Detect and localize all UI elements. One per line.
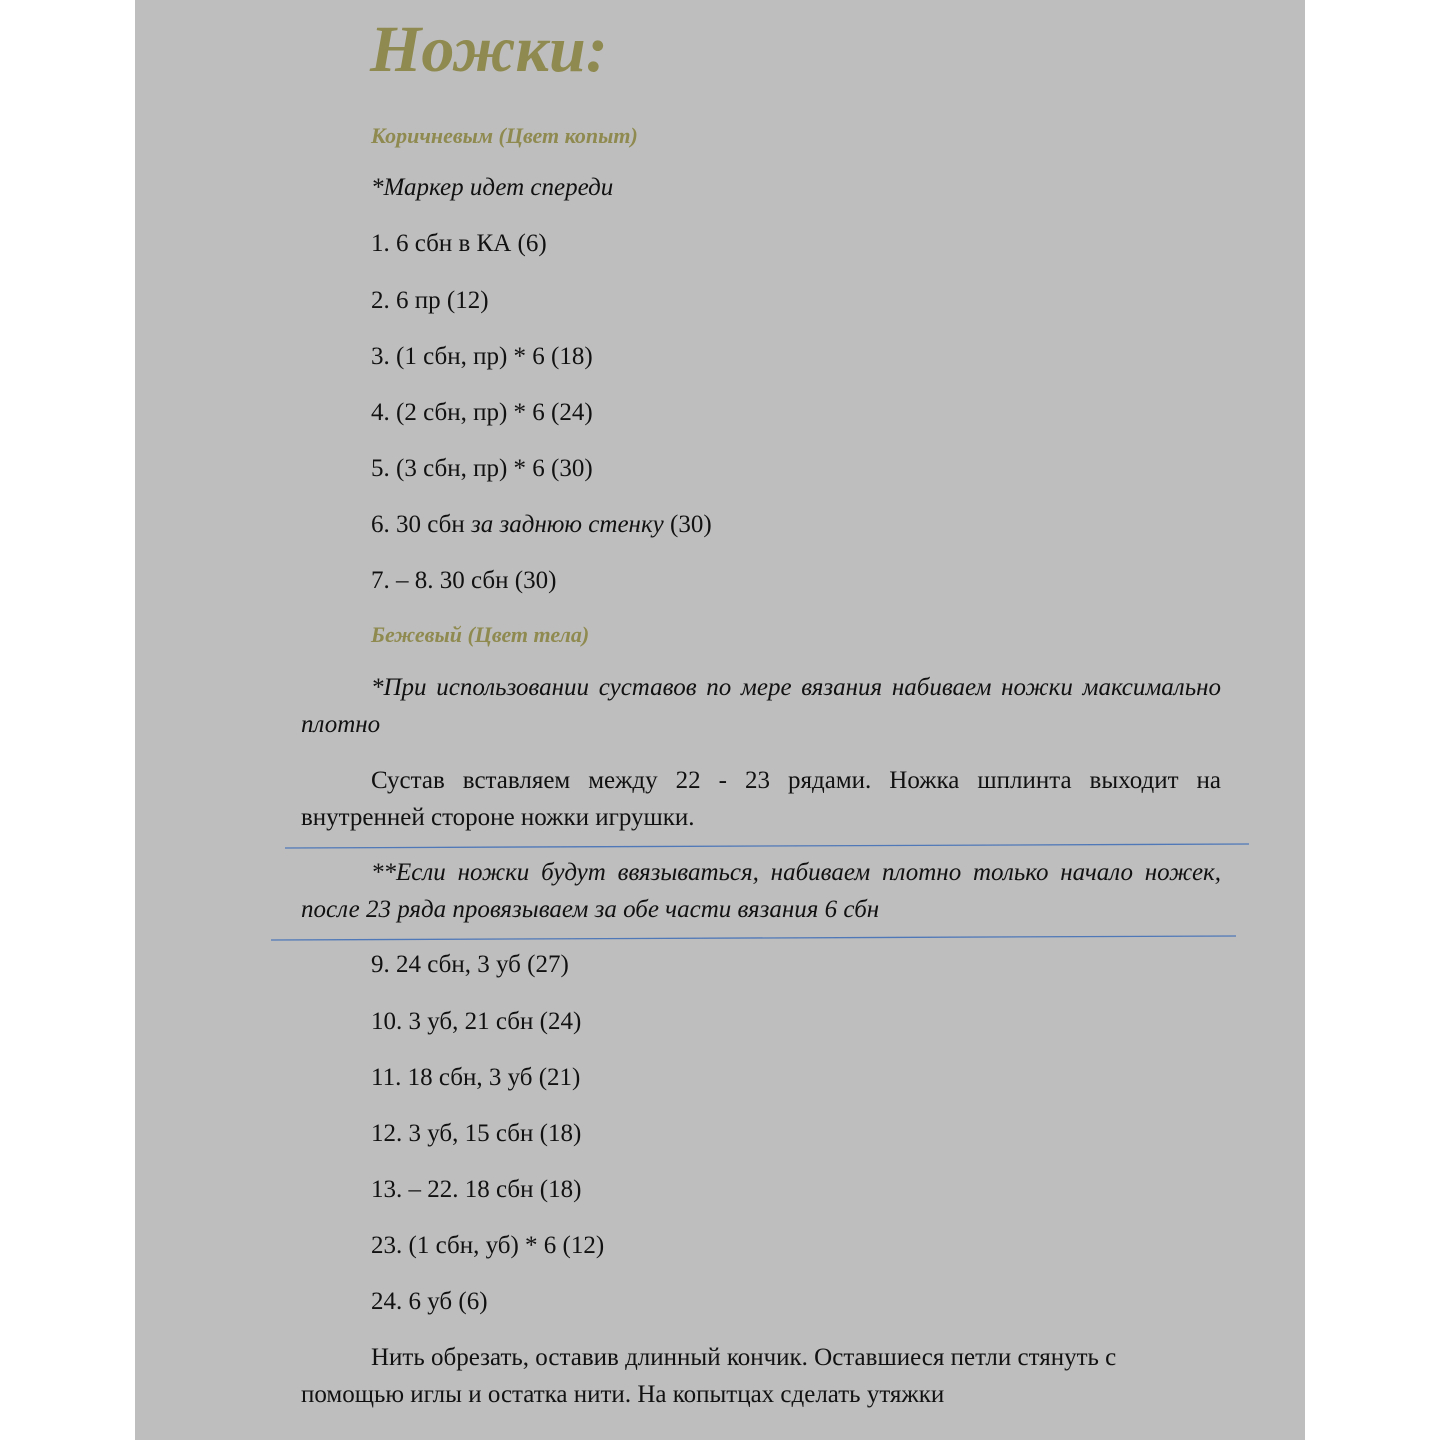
row6-prefix: 6. 30 сбн — [371, 511, 471, 538]
joints-note: *При использовании суставов по мере вязания набиваем ножки максимально плотно — [301, 674, 1221, 738]
page-title: Ножки: — [370, 13, 608, 86]
pattern-row-6 — [371, 508, 712, 542]
section-heading-brown: Коричневым (Цвет копыт) — [371, 123, 638, 148]
pattern-row-13-22: 13. – 22. 18 сбн (18) — [371, 1176, 582, 1203]
pattern-row-10: 10. 3 уб, 21 сбн (24) — [371, 1008, 582, 1035]
marker-note: *Маркер идет спереди — [371, 174, 614, 201]
divider-line-bottom — [271, 933, 1237, 943]
divider-line-top — [285, 842, 1250, 850]
row6-suffix: (30) — [663, 511, 712, 538]
joint-paragraph: Сустав вставляем между 22 - 23 рядами. Ножка шплинта выходит на внутренней стороне ножки игрушки. — [301, 767, 1221, 831]
pattern-row-9: 9. 24 сбн, 3 уб (27) — [371, 951, 569, 978]
section-heading-beige: Бежевый (Цвет тела) — [371, 622, 590, 647]
pattern-row-23: 23. (1 сбн, уб) * 6 (12) — [371, 1232, 605, 1259]
pattern-row-1: 1. 6 сбн в КА (6) — [371, 230, 547, 257]
row6-italic: за заднюю стенку — [471, 511, 664, 538]
pattern-row-2: 2. 6 пр (12) — [371, 287, 489, 314]
pattern-row-3: 3. (1 сбн, пр) * 6 (18) — [371, 343, 593, 370]
pattern-row-24: 24. 6 уб (6) — [371, 1288, 488, 1315]
final-instructions: Нить обрезать, оставив длинный кончик. Оставшиеся петли стянуть с помощью иглы и остатка нити. На копытцах сделать утяжки — [301, 1344, 1117, 1408]
pattern-row-12: 12. 3 уб, 15 сбн (18) — [371, 1120, 582, 1147]
sewn-legs-note: **Если ножки будут ввязываться, набиваем плотно только начало ножек, после 23 ряда провязываем за обе части вязания 6 сбн — [301, 859, 1221, 923]
pattern-row-5: 5. (3 сбн, пр) * 6 (30) — [371, 455, 593, 482]
pattern-row-7-8: 7. – 8. 30 сбн (30) — [371, 567, 557, 594]
pattern-row-4: 4. (2 сбн, пр) * 6 (24) — [371, 399, 593, 426]
pattern-row-11: 11. 18 сбн, 3 уб (21) — [371, 1064, 581, 1091]
